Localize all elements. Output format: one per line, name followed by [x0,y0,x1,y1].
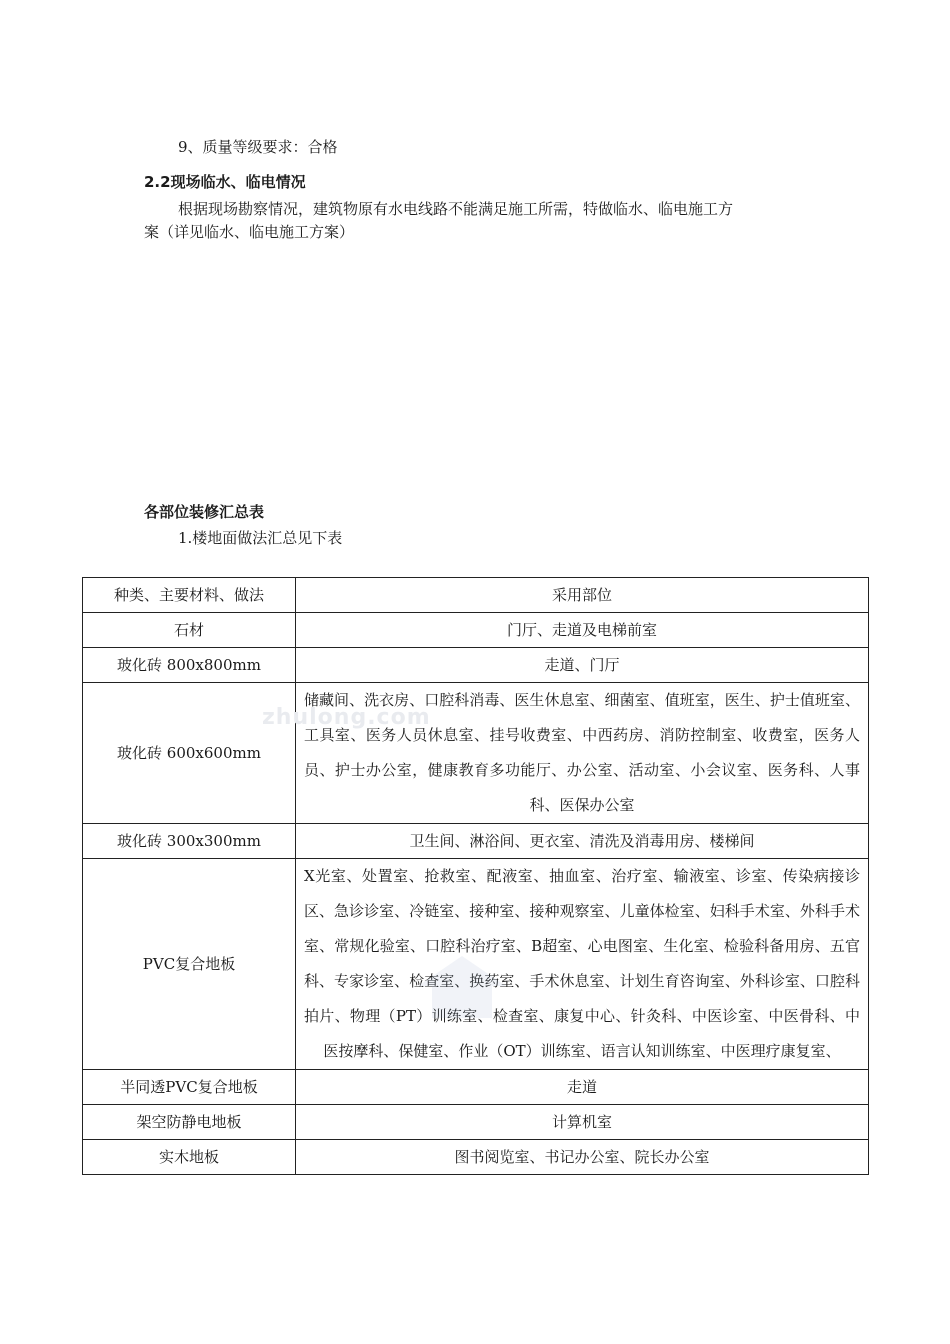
material-cell: 玻化砖 300x300mm [83,824,296,859]
material-cell: 石材 [83,613,296,648]
section-paragraph-line-2: 案（详见临水、临电施工方案） [144,223,355,241]
location-cell: 计算机室 [296,1105,869,1140]
location-cell: 卫生间、淋浴间、更衣室、清洗及消毒用房、楼梯间 [296,824,869,859]
material-cell: 玻化砖 800x800mm [83,648,296,683]
location-cell: 图书阅览室、书记办公室、院长办公室 [296,1140,869,1175]
table-row [83,648,869,683]
location-cell: X光室、处置室、抢救室、配液室、抽血室、治疗室、输液室、诊室、传染病接诊区、急诊诊室、冷链室、接种室、接种观察室、儿童体检室、妇科手术室、外科手术室、常规化验室、口腔科治疗室、B超室、心电图室、生化室、检验科备用房、五官科、专家诊室、检查室、换药室、手术休息室、计划生育咨询室、外科诊室、口腔科拍片、物理（PT）训练室、检查室、康复中心、针灸科、中医诊室、中医骨科、中医按摩科、保健室、作业（OT）训练室、语言认知训练室、中医理疗康复室、 [296,859,869,1070]
table-row [83,1105,869,1140]
material-cell: 玻化砖 600x600mm [83,683,296,824]
section-paragraph-line-1: 根据现场勘察情况，建筑物原有水电线路不能满足施工所需，特做临水、临电施工方 [178,200,734,218]
location-cell: 走道、门厅 [296,648,869,683]
section-heading: 2.2现场临水、临电情况 [144,173,306,191]
material-cell: 架空防静电地板 [83,1105,296,1140]
table-row [83,824,869,859]
header-location-cell: 采用部位 [296,578,869,613]
table-row [83,1140,869,1175]
header-material-cell: 种类、主要材料、做法 [83,578,296,613]
table-row [83,613,869,648]
watermark-logo-icon [412,952,512,1022]
material-cell: 半同透PVC复合地板 [83,1070,296,1105]
material-cell: PVC复合地板 [83,859,296,1070]
watermark-text: zhulong.com [262,705,431,730]
summary-subheading: 1.楼地面做法汇总见下表 [178,529,343,547]
location-cell: 走道 [296,1070,869,1105]
flooring-summary-table [82,577,869,1175]
material-cell: 实木地板 [83,1140,296,1175]
quality-requirement: 9、质量等级要求：合格 [178,138,338,156]
table-row [83,1070,869,1105]
table-header-row [83,578,869,613]
location-cell: 储藏间、洗衣房、口腔科消毒、医生休息室、细菌室、值班室，医生、护士值班室、工具室、医务人员休息室、挂号收费室、中西药房、消防控制室、收费室，医务人员、护士办公室，健康教育多功能厅、办公室、活动室、小会议室、医务科、人事科、医保办公室 [296,683,869,824]
table-row [83,683,869,824]
location-cell: 门厅、走道及电梯前室 [296,613,869,648]
summary-heading: 各部位装修汇总表 [144,503,265,521]
